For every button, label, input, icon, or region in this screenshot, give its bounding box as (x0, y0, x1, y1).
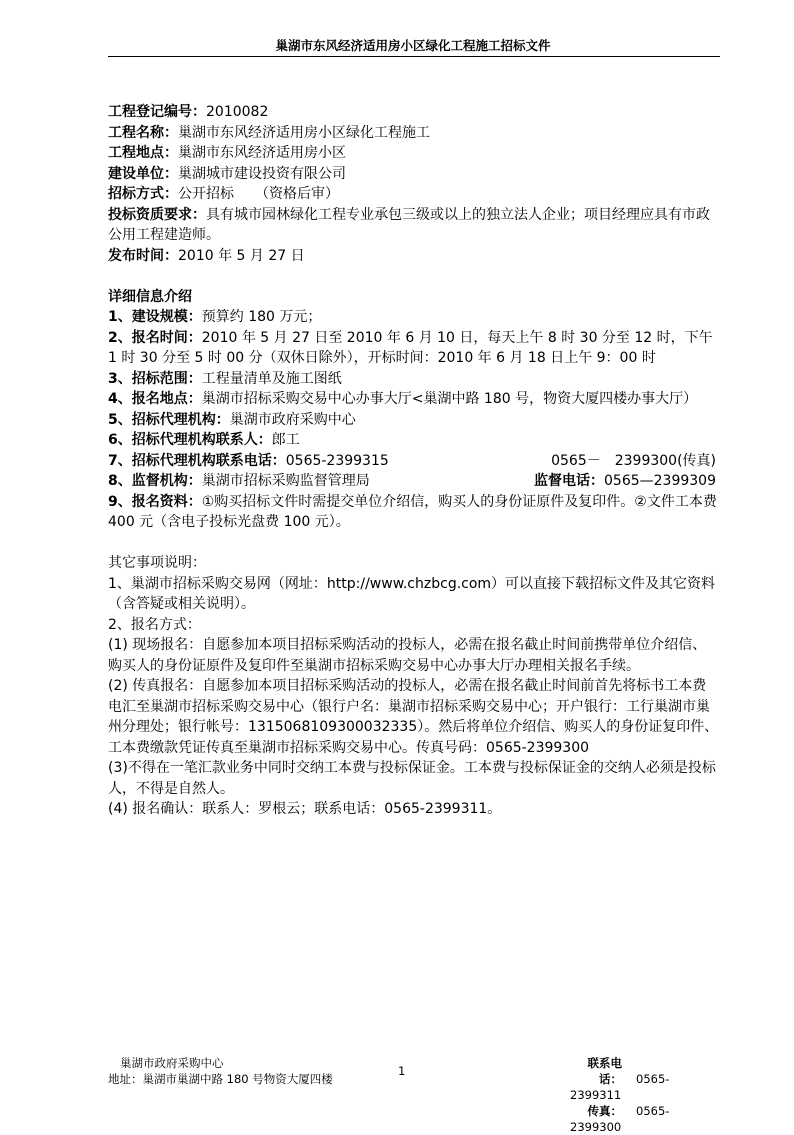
footer-right (570, 1055, 720, 1135)
info-registration-no (108, 102, 720, 123)
info-bidding-method (108, 184, 720, 205)
detail-value: 郎工 (271, 432, 300, 448)
footer-fax-label: 传真： (587, 1104, 622, 1118)
detail-value: ①购买招标文件时需提交单位介绍信，购买人的身份证原件及复印件。②文件工本费 400 元（含电子投标光盘费 100 元）。 (108, 493, 717, 530)
detail-label: 5、招标代理机构： (108, 411, 230, 428)
detail-scope (108, 369, 720, 390)
info-label: 建设单位： (108, 165, 178, 182)
document-body (108, 102, 720, 820)
detail-label: 3、招标范围： (108, 370, 202, 387)
detail-registration-place (108, 389, 720, 410)
detail-label: 1、建设规模： (108, 309, 202, 325)
info-label: 工程登记编号： (108, 104, 206, 120)
other-item: (1) 现场报名：自愿参加本项目招标采购活动的投标人，必需在报名截止时间前携带单位介绍信、购买人的身份证原件及复印件至巢湖市招标采购交易中心办事大厅办理相关报名手续。 (108, 637, 707, 674)
detail-label: 4、报名地点： (108, 391, 202, 407)
detail-agency-fax: 0565－ 2399300(传真) (551, 452, 716, 469)
header-rule (108, 56, 720, 57)
spacer (108, 266, 720, 287)
detail-value: 0565—2399309 (604, 473, 716, 489)
other-item: 2、报名方式： (108, 616, 201, 633)
detail-supervision-left (108, 471, 370, 492)
details-title (108, 287, 720, 308)
info-qualification (108, 205, 720, 246)
detail-agency (108, 410, 720, 431)
detail-value: 预算约 180 万元； (201, 309, 322, 325)
info-value: 巢湖城市建设投资有限公司 (178, 165, 346, 182)
other-item: (4) 报名确认：联系人：罗根云；联系电话：0565-2399311。 (108, 801, 502, 817)
detail-label: 2、报名时间： (108, 329, 202, 346)
info-value: 巢湖市东风经济适用房小区 (178, 145, 346, 161)
page-number: 1 (398, 1064, 406, 1078)
detail-label: 7、招标代理机构联系电话： (108, 452, 286, 469)
detail-label: 8、监督机构： (108, 473, 202, 489)
info-label: 招标方式： (108, 186, 178, 202)
details-title-text: 详细信息介绍 (108, 288, 192, 305)
footer-phone-value: 0565-2399311 (570, 1072, 670, 1102)
detail-registration-materials (108, 492, 720, 533)
footer-fax-value: 0565-2399300 (570, 1104, 670, 1134)
info-label: 工程地点： (108, 145, 178, 161)
detail-registration-time (108, 328, 720, 369)
detail-supervision-phone (534, 471, 720, 492)
footer-address: 地址：巢湖市巢湖中路 180 号物资大厦四楼 (108, 1072, 333, 1086)
other-item: (2) 传真报名：自愿参加本项目招标采购活动的投标人，必需在报名截止时间前首先将标书工本费电汇至巢湖市招标采购交易中心（银行户名：巢湖市招标采购交易中心；开户银行：工行巢湖市巢州分理处；银行帐号：1315068109300032335）。然后将单位介绍信、购买人的身份证复印件、工本费缴款凭证传真至巢湖市招标采购交易中心。传真号码：0565-2399300 (108, 678, 719, 756)
detail-value: 巢湖市招标采购监督管理局 (201, 473, 370, 489)
info-publish-date (108, 246, 720, 267)
detail-value: 工程量清单及施工图纸 (201, 370, 342, 387)
info-label: 投标资质要求： (108, 206, 206, 223)
detail-value: 2010 年 5 月 27 日至 2010 年 6 月 10 日，每天上午 8 时 30 分至 12 时，下午 1 时 30 分至 5 时 00 分（双休日除外），开标时间：2010 年 6 月 18 日上午 9：00 时 (108, 329, 713, 366)
detail-agency-contact (108, 430, 720, 451)
info-value: 公开招标 （资格后审） (178, 186, 339, 202)
info-value: 具有城市园林绿化工程专业承包三级或以上的独立法人企业；项目经理应具有市政公用工程建造师。 (108, 206, 710, 243)
footer-org: 巢湖市政府采购中心 (120, 1056, 224, 1070)
detail-label: 监督电话： (534, 473, 605, 489)
detail-agency-phone-left (108, 451, 389, 472)
footer-phone-label: 联系电话： (587, 1056, 622, 1086)
info-project-location (108, 143, 720, 164)
other-title: 其它事项说明： (108, 555, 206, 571)
detail-label: 9、报名资料： (108, 493, 202, 510)
other-item: 1、巢湖市招标采购交易网（网址：http://www.chzbcg.com）可以直接下载招标文件及其它资料（含答疑或相关说明）。 (108, 575, 716, 612)
detail-value: 巢湖市招标采购交易中心办事大厅<巢湖中路 180 号，物资大厦四楼办事大厅） (201, 391, 698, 407)
spacer (108, 533, 720, 554)
footer-fax (570, 1103, 720, 1135)
info-label: 发布时间： (108, 247, 178, 264)
info-project-name (108, 123, 720, 144)
info-label: 工程名称： (108, 124, 178, 141)
info-value: 巢湖市东风经济适用房小区绿化工程施工 (178, 124, 430, 141)
info-value: 2010082 (206, 104, 269, 120)
info-value: 2010 年 5 月 27 日 (178, 247, 305, 264)
detail-scale (108, 307, 720, 328)
document-header-title: 巢湖市东风经济适用房小区绿化工程施工招标文件 (275, 38, 551, 53)
detail-value: 0565-2399315 (285, 452, 389, 469)
footer-phone (570, 1055, 720, 1103)
detail-label: 6、招标代理机构联系人： (108, 432, 272, 448)
info-owner (108, 164, 720, 185)
detail-agency-phone (108, 451, 720, 472)
detail-supervision (108, 471, 720, 492)
other-item: (3)不得在一笔汇款业务中同时交纳工本费与投标保证金。工本费与投标保证金的交纳人必须是投标人，不得是自然人。 (108, 760, 716, 797)
footer-left (108, 1055, 333, 1087)
detail-value: 巢湖市政府采购中心 (229, 411, 356, 428)
